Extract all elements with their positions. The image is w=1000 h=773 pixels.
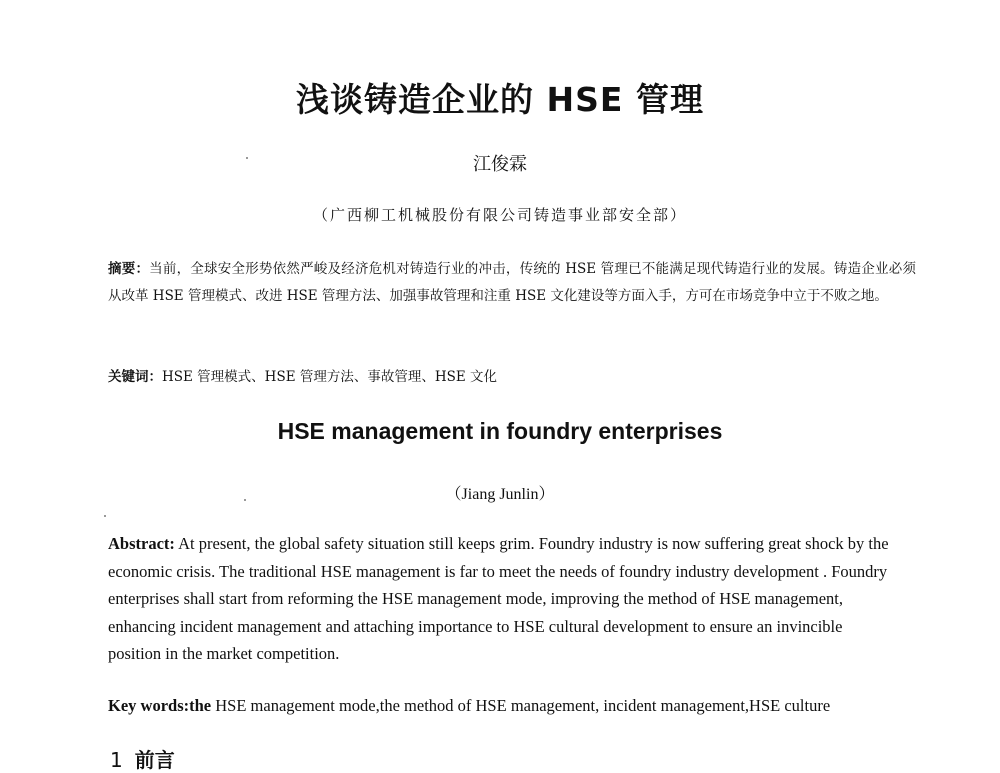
keywords-en [108, 694, 928, 718]
abstract-cn [108, 256, 916, 310]
keywords-text-en: HSE management mode,the method of HSE management, incident management,HSE culture [211, 696, 831, 715]
abstract-label-en: Abstract: [108, 534, 175, 553]
scan-speck [244, 499, 246, 501]
author-affiliation-cn: （广西柳工机械股份有限公司铸造事业部安全部） [312, 206, 687, 224]
section-title: 前言 [134, 748, 175, 772]
keywords-cn [108, 366, 916, 388]
author-name-en: （Jiang Junlin） [445, 486, 555, 503]
section-heading [110, 744, 175, 773]
keywords-label-cn: 关键词： [108, 369, 162, 385]
keywords-text-cn: HSE 管理模式、HSE 管理方法、事故管理、HSE 文化 [162, 369, 498, 385]
abstract-en [108, 530, 898, 668]
scan-speck [246, 157, 248, 159]
keywords-label-en: Key words: [108, 696, 190, 715]
abstract-text-cn: 当前，全球安全形势依然严峻及经济危机对铸造行业的冲击，传统的 HSE 管理已不能满足现代铸造行业的发展。铸造企业必须从改革 HSE 管理模式、改进 HSE 管理方法、加强事故管理和注重 HSE 文化建设等方面入手，方可在市场竞争中立于不败之地。 [108, 261, 917, 304]
author-name-cn: 江俊霖 [473, 154, 527, 175]
paper-title-en: HSE management in foundry enterprises [277, 418, 723, 444]
abstract-text-en: At present, the global safety situation still keeps grim. Foundry industry is now suffering great shock by the economic crisis. The traditional HSE management is far to meet the needs of foundry industry development . Foundry enterprises shall start from reforming the HSE management mode, improving the method of HSE management, enhancing incident management and attaching importance to HSE cultural development to ensure an invincible position in the market competition. [108, 534, 889, 663]
keywords-lead-en: the [189, 696, 212, 715]
scan-speck [104, 515, 106, 517]
abstract-label-cn: 摘要： [108, 261, 150, 277]
section-number: 1 [110, 748, 123, 772]
paper-title-cn: 浅谈铸造企业的 HSE 管理 [296, 80, 704, 119]
